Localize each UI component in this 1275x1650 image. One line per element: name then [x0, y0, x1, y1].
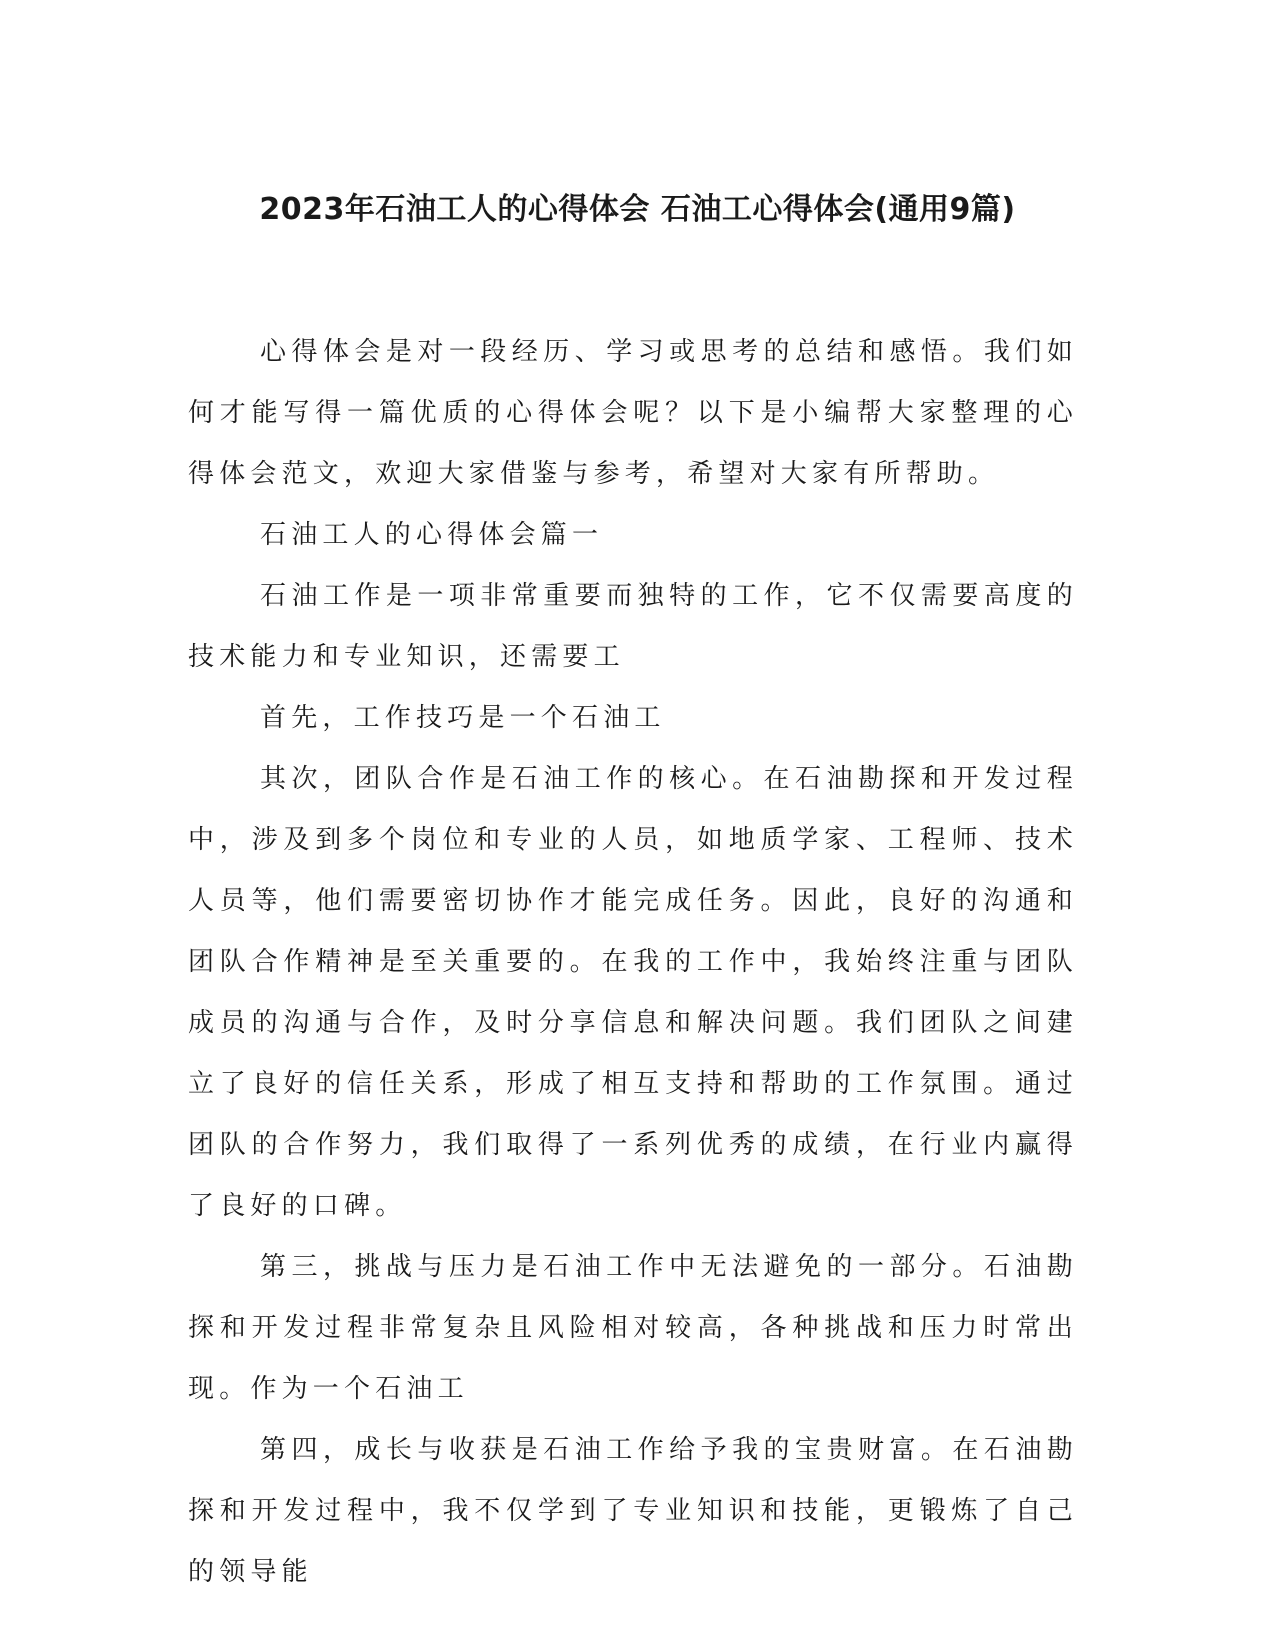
- paragraph: 石油工作是一项非常重要而独特的工作，它不仅需要高度的技术能力和专业知识，还需要工: [188, 581, 1078, 672]
- paragraph: 第三，挑战与压力是石油工作中无法避免的一部分。石油勘探和开发过程非常复杂且风险相对较高，各种挑战和压力时常出现。作为一个石油工: [188, 1252, 1078, 1404]
- section-heading: 石油工人的心得体会篇一: [260, 520, 604, 550]
- paragraph: 其次，团队合作是石油工作的核心。在石油勘探和开发过程中，涉及到多个岗位和专业的人员，如地质学家、工程师、技术人员等，他们需要密切协作才能完成任务。因此，良好的沟通和团队合作精神是至关重要的。在我的工作中，我始终注重与团队成员的沟通与合作，及时分享信息和解决问题。我们团队之间建立了良好的信任关系，形成了相互支持和帮助的工作氛围。通过团队的合作努力，我们取得了一系列优秀的成绩，在行业内赢得了良好的口碑。: [188, 764, 1078, 1221]
- paragraph: 首先，工作技巧是一个石油工: [260, 703, 666, 733]
- document-title: 2023年石油工人的心得体会 石油工心得体会(通用9篇): [259, 192, 1016, 227]
- paragraph-intro: 心得体会是对一段经历、学习或思考的总结和感悟。我们如何才能写得一篇优质的心得体会呢？以下是小编帮大家整理的心得体会范文，欢迎大家借鉴与参考，希望对大家有所帮助。: [188, 337, 1078, 489]
- paragraph: 第四，成长与收获是石油工作给予我的宝贵财富。在石油勘探和开发过程中，我不仅学到了专业知识和技能，更锻炼了自己的领导能: [188, 1435, 1078, 1587]
- document-body: [188, 322, 1078, 1603]
